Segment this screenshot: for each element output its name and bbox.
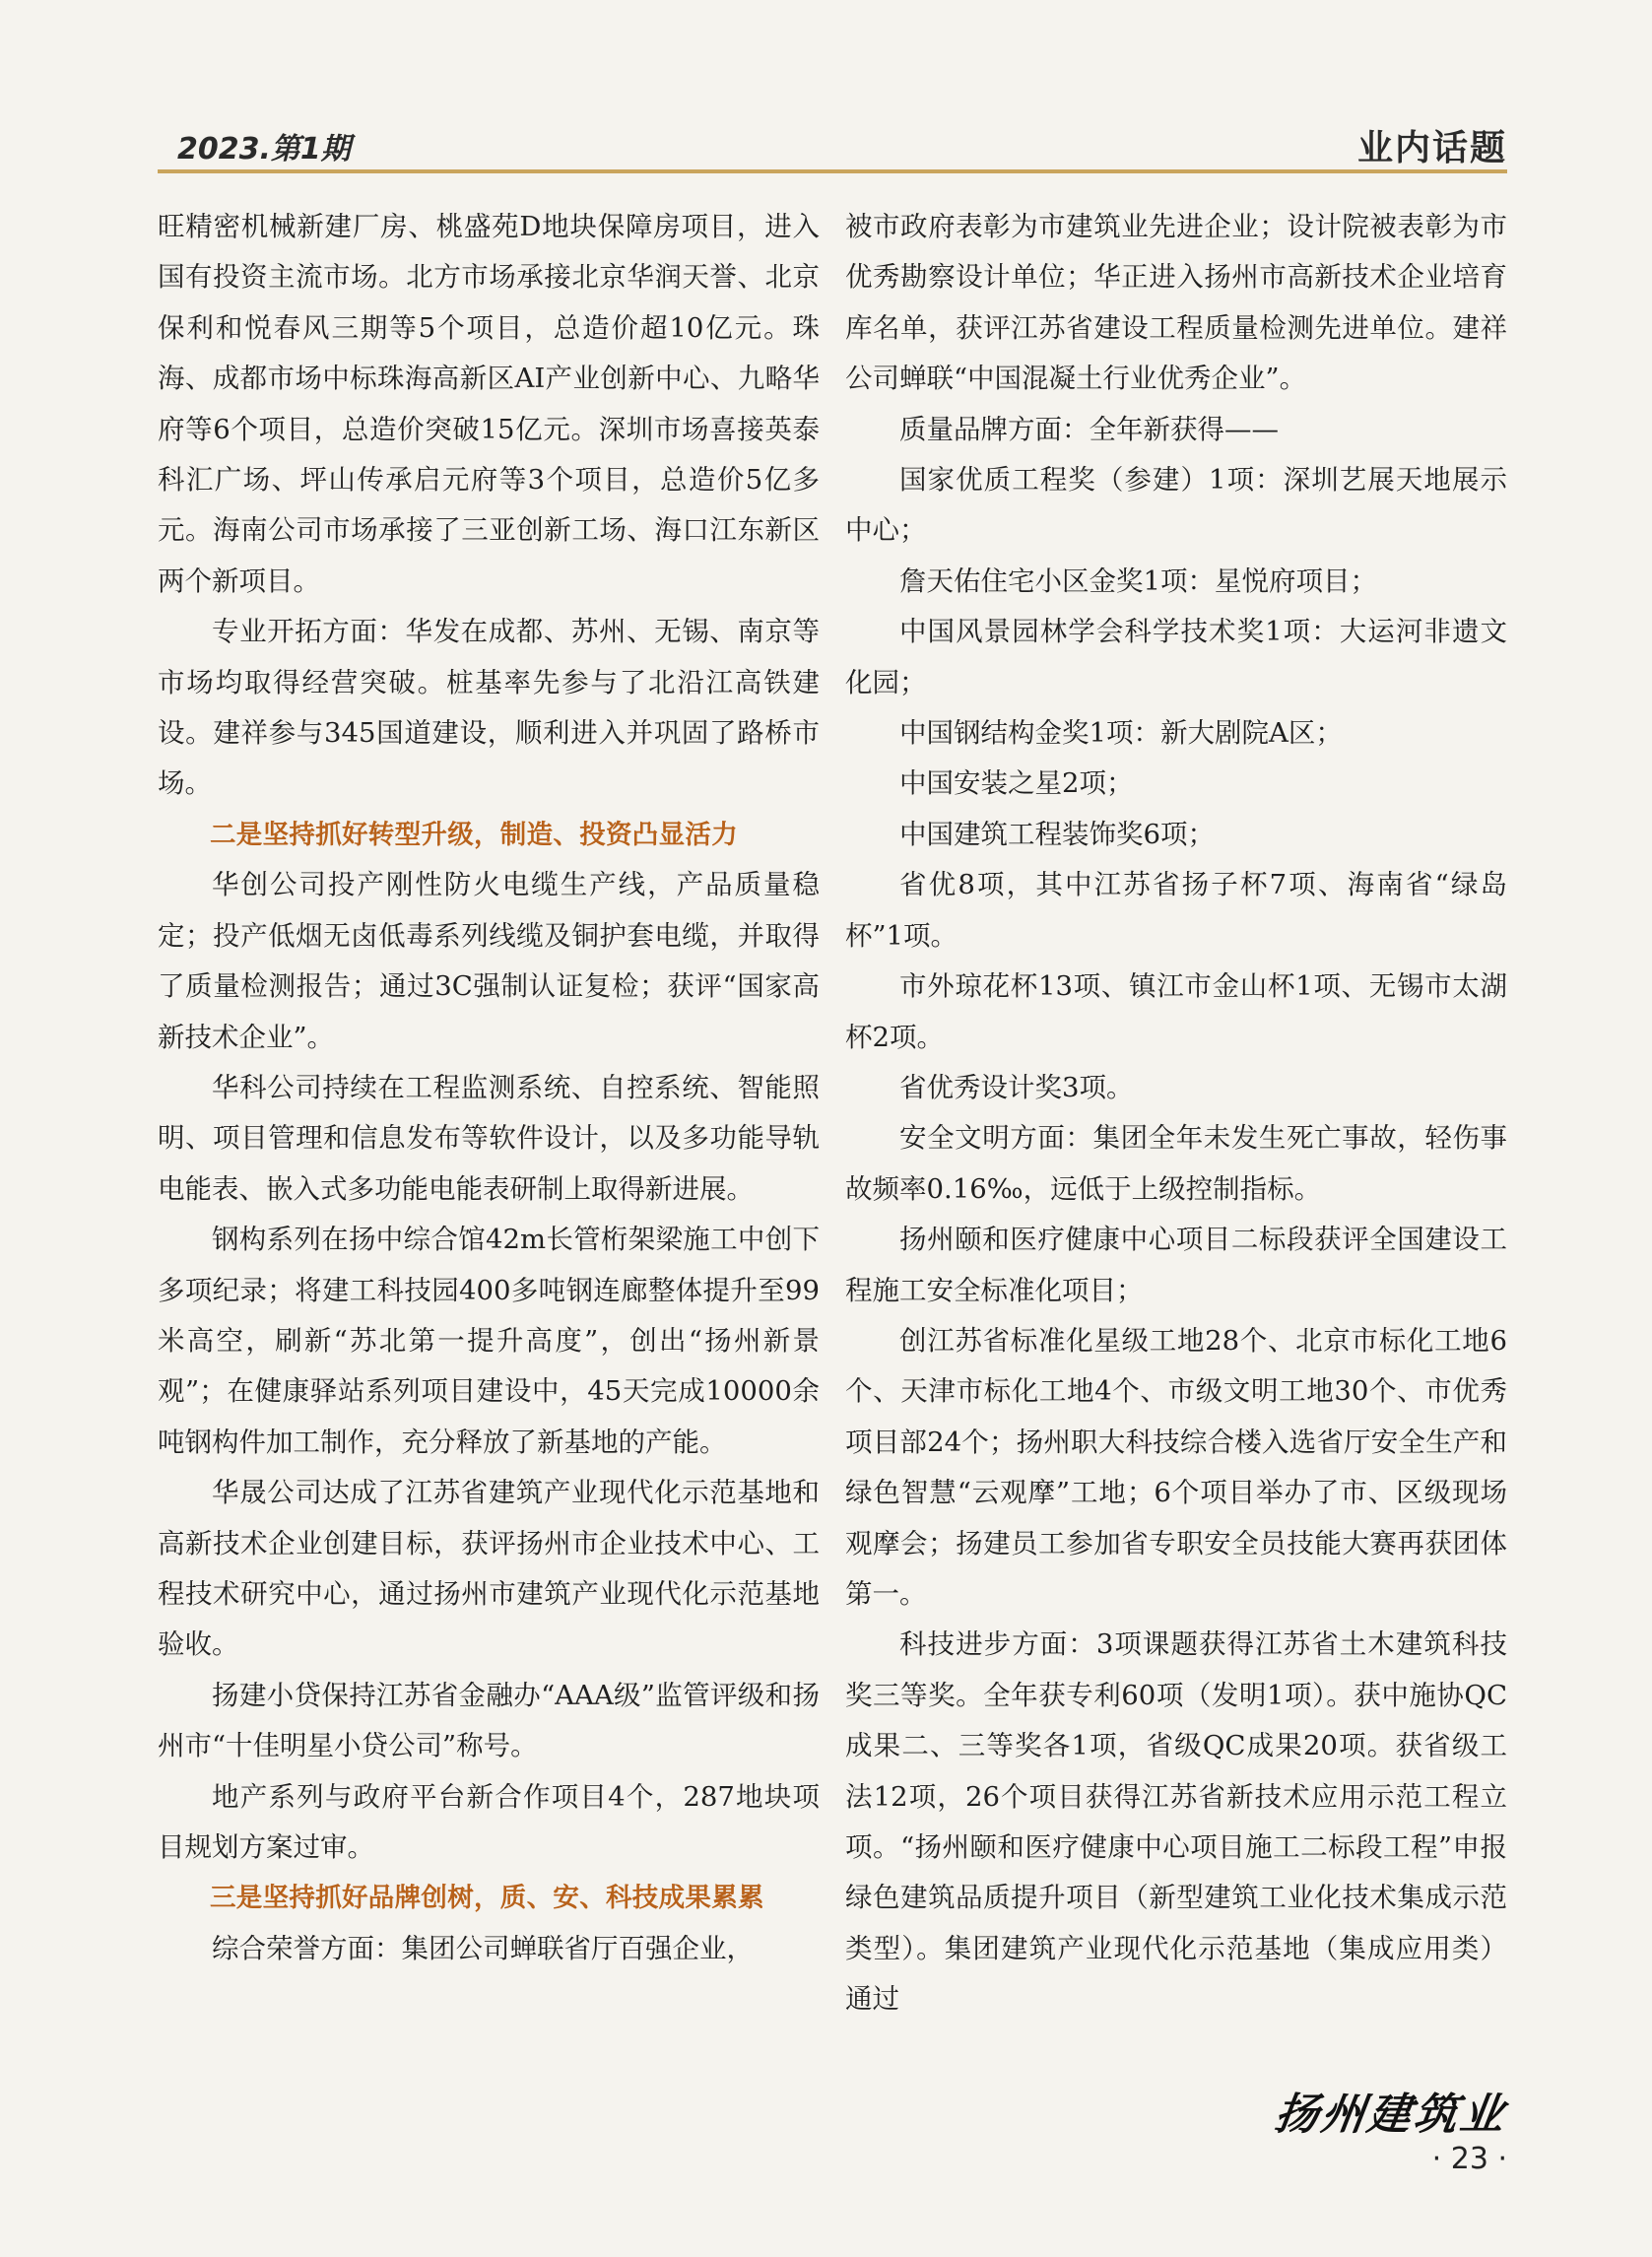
paragraph: 华创公司投产刚性防火电缆生产线，产品质量稳定；投产低烟无卤低毒系列线缆及铜护套电缆，并取得了质量检测报告；通过3C强制认证复检；获评“国家高新技术企业”。: [158, 869, 820, 1053]
paragraph: 扬建小贷保持江苏省金融办“AAA级”监管评级和扬州市“十佳明星小贷公司”称号。: [158, 1679, 820, 1762]
paragraph: 钢构系列在扬中综合馆42m长管桁架梁施工中创下多项纪录；将建工科技园400多吨钢连廊整体提升至99米高空，刷新“苏北第一提升高度”，创出“扬州新景观”；在健康驿站系列项目建设中，45天完成10000余吨钢构件加工制作，充分释放了新基地的产能。: [158, 1224, 820, 1458]
paragraph: 被市政府表彰为市建筑业先进企业；设计院被表彰为市优秀勘察设计单位；华正进入扬州市高新技术企业培育库名单，获评江苏省建设工程质量检测先进单位。建祥公司蝉联“中国混凝土行业优秀企业”。: [845, 211, 1507, 395]
paragraph: 专业开拓方面：华发在成都、苏州、无锡、南京等市场均取得经营突破。桩基率先参与了北沿江高铁建设。建祥参与345国道建设，顺利进入并巩固了路桥市场。: [158, 616, 820, 800]
left-column: [158, 202, 820, 1974]
header-divider: [158, 169, 1507, 173]
paragraph: 市外琼花杯13项、镇江市金山杯1项、无锡市太湖杯2项。: [845, 970, 1507, 1053]
section-title: 业内话题: [1356, 128, 1507, 168]
paragraph: 省优秀设计奖3项。: [899, 1071, 1134, 1103]
paragraph: 中国建筑工程装饰奖6项；: [899, 818, 1215, 850]
paragraph: 地产系列与政府平台新合作项目4个，287地块项目规划方案过审。: [158, 1780, 820, 1863]
paragraph: 省优8项，其中江苏省扬子杯7项、海南省“绿岛杯”1项。: [845, 869, 1507, 952]
paragraph: 旺精密机械新建厂房、桃盛苑D地块保障房项目，进入国有投资主流市场。北方市场承接北京华润天誉、北京保利和悦春风三期等5个项目，总造价超10亿元。珠海、成都市场中标珠海高新区AI产业创新中心、九略华府等6个项目，总造价突破15亿元。深圳市场喜接英泰科汇广场、坪山传承启元府等3个项目，总造价5亿多元。海南公司市场承接了三亚创新工场、海口江东新区两个新项目。: [158, 211, 820, 597]
page-header: [158, 116, 1507, 171]
paragraph: 创江苏省标准化星级工地28个、北京市标化工地6个、天津市标化工地4个、市级文明工地30个、市优秀项目部24个；扬州职大科技综合楼入选省厅安全生产和绿色智慧“云观摩”工地；6个项目举办了市、区级现场观摩会；扬建员工参加省专职安全员技能大赛再获团体第一。: [845, 1324, 1507, 1610]
section-heading: 二是坚持抓好转型升级，制造、投资凸显活力: [210, 819, 738, 850]
section-heading: 三是坚持抓好品牌创树，质、安、科技成果累累: [210, 1883, 764, 1914]
paragraph: 中国安装之星2项；: [899, 767, 1134, 800]
paragraph: 安全文明方面：集团全年未发生死亡事故，轻伤事故频率0.16‰，远低于上级控制指标。: [845, 1122, 1507, 1205]
issue-label: 2023.第1期: [177, 132, 351, 166]
paragraph: 中国钢结构金奖1项：新大剧院A区；: [899, 717, 1343, 750]
paragraph: 国家优质工程奖（参建）1项：深圳艺展天地展示中心；: [845, 464, 1507, 547]
paragraph: 扬州颐和医疗健康中心项目二标段获评全国建设工程施工安全标准化项目；: [845, 1224, 1507, 1306]
paragraph: 华晟公司达成了江苏省建筑产业现代化示范基地和高新技术企业创建目标，获评扬州市企业技术中心、工程技术研究中心，通过扬州市建筑产业现代化示范基地验收。: [158, 1477, 820, 1661]
right-column: [845, 202, 1507, 2025]
magazine-logo: 扬州建筑业: [1271, 2090, 1510, 2140]
page-footer: [1192, 2079, 1510, 2176]
page-number: · 23 ·: [1431, 2142, 1507, 2176]
paragraph: 华科公司持续在工程监测系统、自控系统、智能照明、项目管理和信息发布等软件设计，以及多功能导轨电能表、嵌入式多功能电能表研制上取得新进展。: [158, 1071, 820, 1205]
paragraph: 综合荣誉方面：集团公司蝉联省厅百强企业，: [212, 1932, 754, 1964]
paragraph: 质量品牌方面：全年新获得——: [899, 413, 1279, 445]
paragraph: 科技进步方面：3项课题获得江苏省土木建筑科技奖三等奖。全年获专利60项（发明1项）。获中施协QC成果二、三等奖各1项，省级QC成果20项。获省级工法12项，26个项目获得江苏省新技术应用示范工程立项。“扬州颐和医疗健康中心项目施工二标段工程”申报绿色建筑品质提升项目（新型建筑工业化技术集成示范类型）。集团建筑产业现代化示范基地（集成应用类）通过: [845, 1628, 1507, 2016]
paragraph: 詹天佑住宅小区金奖1项：星悦府项目；: [899, 564, 1377, 597]
paragraph: 中国风景园林学会科学技术奖1项：大运河非遗文化园；: [845, 616, 1507, 698]
